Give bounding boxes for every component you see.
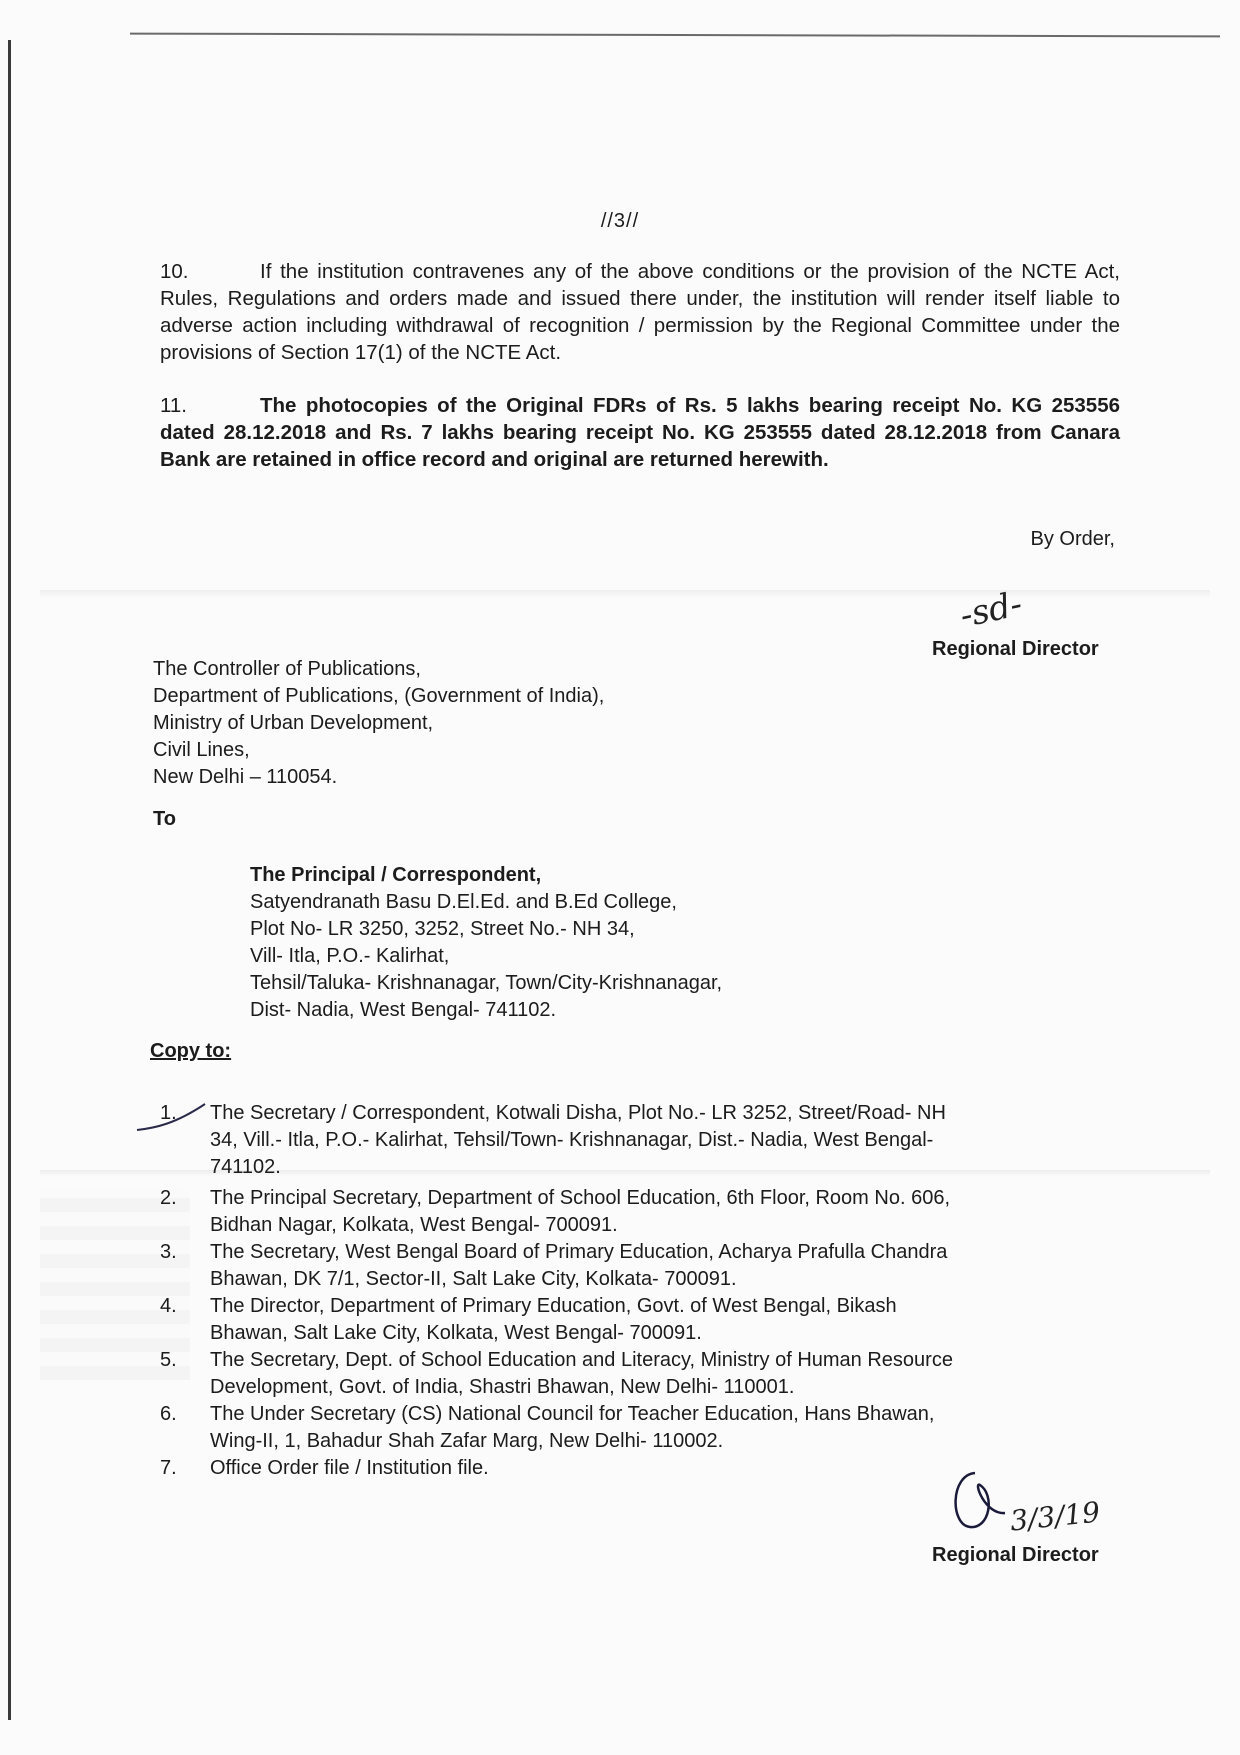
- signer-title: Regional Director: [932, 638, 1099, 660]
- item-line: The Secretary, West Bengal Board of Primary Education, Acharya Prafulla Chandra: [210, 1241, 948, 1263]
- copy-item-4: [150, 1293, 1120, 1347]
- address-line: Dist- Nadia, West Bengal- 741102.: [250, 999, 557, 1021]
- item-number: 1.: [160, 1102, 177, 1124]
- copy-item-3: [150, 1239, 1120, 1293]
- address-line: The Principal / Correspondent,: [250, 864, 542, 886]
- to-label: To: [153, 808, 176, 830]
- item-line: 34, Vill.- Itla, P.O.- Kalirhat, Tehsil/Town- Krishnanagar, Dist.- Nadia, West Bengal-: [210, 1129, 934, 1151]
- copy-item-1: [150, 1100, 1120, 1181]
- address-line: Department of Publications, (Government of India),: [153, 685, 605, 707]
- item-line: 741102.: [210, 1156, 281, 1178]
- address-line: Tehsil/Taluka- Krishnanagar, Town/City-Krishnanagar,: [250, 972, 723, 994]
- address-line: Plot No- LR 3250, 3252, Street No.- NH 34,: [250, 918, 635, 940]
- paragraph-11: [160, 392, 1120, 473]
- item-line: Development, Govt. of India, Shastri Bhawan, New Delhi- 110001.: [210, 1376, 795, 1398]
- copy-item-2: [150, 1185, 1120, 1239]
- address-line: Vill- Itla, P.O.- Kalirhat,: [250, 945, 450, 967]
- item-line: The Under Secretary (CS) National Council for Teacher Education, Hans Bhawan,: [210, 1403, 935, 1425]
- address-line: Civil Lines,: [153, 739, 250, 761]
- paragraph-text: If the institution contravenes any of the above conditions or the provision of the NCTE Act, Rules, Regulations and orders made and issued there under, the institution will render itself liable to adverse action including withdrawal of recognition / permission by the Regional Committee under the provisions of Section 17(1) of the NCTE Act.: [160, 260, 1120, 364]
- paragraph-number: 11.: [160, 394, 187, 417]
- item-number: 2.: [160, 1187, 177, 1209]
- item-line: Bhawan, Salt Lake City, Kolkata, West Bengal- 700091.: [210, 1322, 702, 1344]
- paragraph-10: [160, 258, 1120, 366]
- item-line: The Director, Department of Primary Education, Govt. of West Bengal, Bikash: [210, 1295, 897, 1317]
- item-line: Office Order file / Institution file.: [210, 1457, 489, 1479]
- item-line: Wing-II, 1, Bahadur Shah Zafar Marg, New Delhi- 110002.: [210, 1430, 724, 1452]
- item-line: Bhawan, DK 7/1, Sector-II, Salt Lake City, Kolkata- 700091.: [210, 1268, 737, 1290]
- item-number: 3.: [160, 1241, 177, 1263]
- signature-sd: -sd-: [956, 583, 1026, 637]
- item-line: Bidhan Nagar, Kolkata, West Bengal- 700091.: [210, 1214, 618, 1236]
- address-line: Satyendranath Basu D.El.Ed. and B.Ed College,: [250, 891, 677, 913]
- by-order-text: By Order,: [1030, 528, 1115, 550]
- signer-title-2: Regional Director: [932, 1544, 1099, 1566]
- item-line: The Principal Secretary, Department of School Education, 6th Floor, Room No. 606,: [210, 1187, 950, 1209]
- paper-fold: [40, 590, 1210, 598]
- paragraph-text: The photocopies of the Original FDRs of Rs. 5 lakhs bearing receipt No. KG 253556 dated 28.12.2018 and Rs. 7 lakhs bearing receipt No. KG 253555 dated 28.12.2018 from Canara Bank are retained in office record and original are returned herewith.: [160, 394, 1120, 471]
- page-edge-left: [8, 40, 11, 1720]
- copy-to-heading: Copy to:: [150, 1040, 232, 1062]
- page-number: //3//: [600, 210, 640, 232]
- paragraph-number: 10.: [160, 260, 189, 283]
- item-number: 5.: [160, 1349, 177, 1371]
- copy-item-6: [150, 1401, 1120, 1455]
- item-line: The Secretary / Correspondent, Kotwali Disha, Plot No.- LR 3252, Street/Road- NH: [210, 1102, 946, 1124]
- signature-date: 3/3/19: [1008, 1495, 1102, 1538]
- handwritten-signature-icon: [945, 1465, 1015, 1545]
- item-number: 7.: [160, 1457, 177, 1479]
- copy-to-list: [150, 1100, 1120, 1482]
- copy-item-5: [150, 1347, 1120, 1401]
- recipient-address: [250, 862, 722, 1024]
- item-line: The Secretary, Dept. of School Education and Literacy, Ministry of Human Resource: [210, 1349, 953, 1371]
- page-edge-top: [130, 33, 1220, 38]
- address-line: New Delhi – 110054.: [153, 766, 338, 788]
- address-line: Ministry of Urban Development,: [153, 712, 434, 734]
- address-line: The Controller of Publications,: [153, 658, 421, 680]
- controller-address: [153, 656, 604, 791]
- item-number: 6.: [160, 1403, 177, 1425]
- item-number: 4.: [160, 1295, 177, 1317]
